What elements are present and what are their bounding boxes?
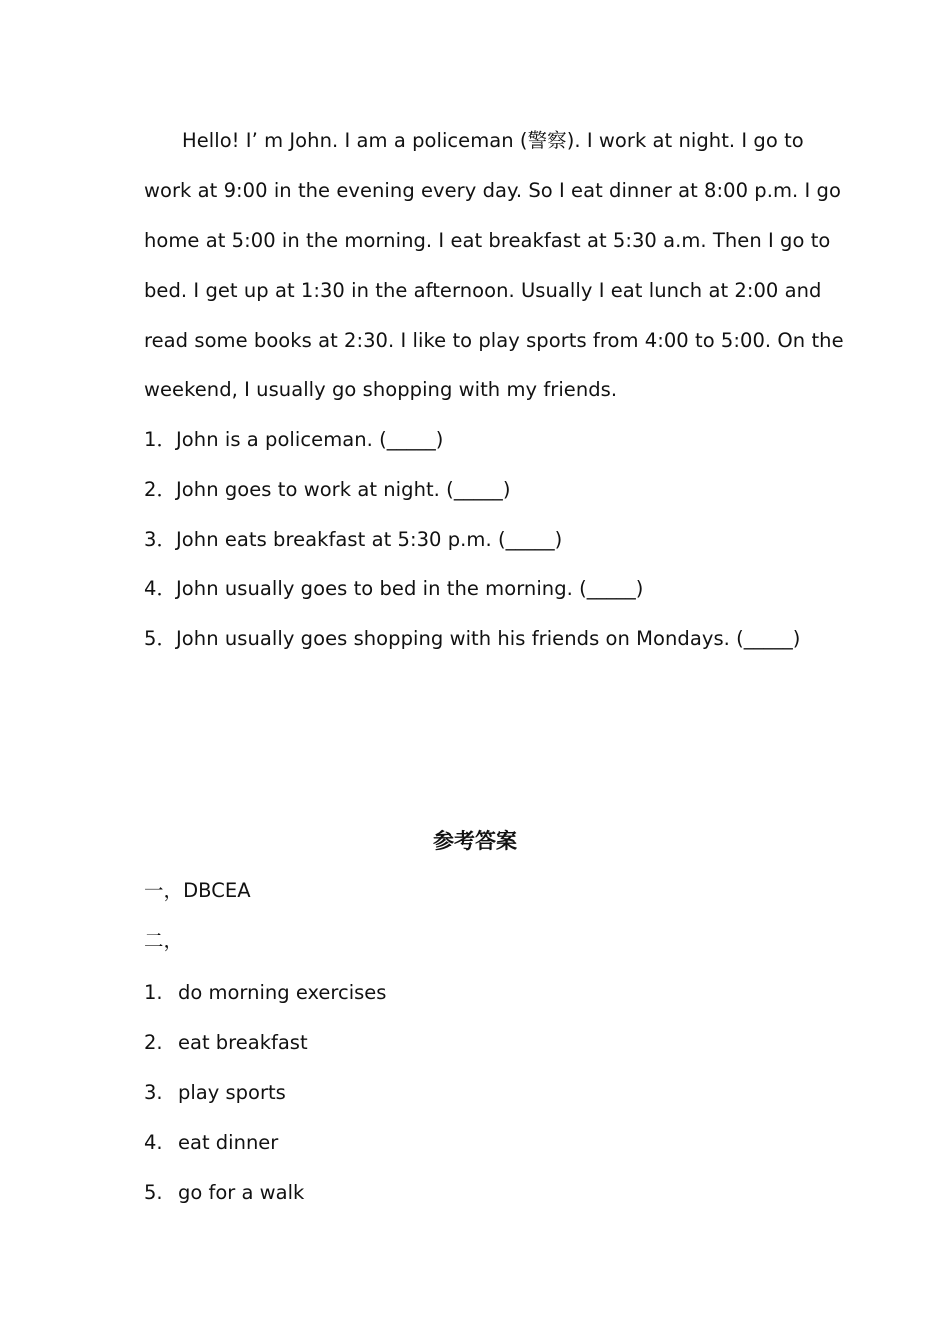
answer-item (144, 1130, 278, 1156)
passage-line-1: Hello! I’ m John. I am a policeman (警察). I work at night. I go to (182, 129, 804, 152)
passage-line-5: read some books at 2:30. I like to play sports from 4:00 to 5:00. On the (144, 329, 844, 352)
passage-line-4: bed. I get up at 1:30 in the afternoon. Usually I eat lunch at 2:00 and (144, 279, 822, 302)
question-3: 3．John eats breakfast at 5:30 p.m. (_____) (144, 528, 563, 551)
answer-item-number: 3. (144, 1081, 163, 1104)
answer-part-1: 一，DBCEA (144, 879, 251, 902)
question-4: 4．John usually goes to bed in the morning. (_____) (144, 577, 644, 600)
answer-item-number: 1. (144, 981, 163, 1004)
answer-item (144, 1180, 304, 1206)
passage-line-6: weekend, I usually go shopping with my friends. (144, 378, 618, 401)
answer-item-number: 4. (144, 1131, 163, 1154)
question-2: 2．John goes to work at night. (_____) (144, 478, 511, 501)
answer-item (144, 1030, 308, 1056)
passage-line-2: work at 9:00 in the evening every day. So I eat dinner at 8:00 p.m. I go (144, 179, 841, 202)
answer-item-text: do morning exercises (178, 981, 387, 1004)
question-5: 5．John usually goes shopping with his friends on Mondays. (_____) (144, 627, 801, 650)
answer-key-title: 参考答案 (433, 829, 517, 853)
answer-item-text: eat dinner (178, 1131, 279, 1154)
answer-item-text: eat breakfast (178, 1031, 308, 1054)
question-1: 1．John is a policeman. (_____) (144, 428, 444, 451)
answer-part-2-label: 二， (144, 929, 184, 952)
answer-item-number: 5. (144, 1181, 163, 1204)
passage-line-3: home at 5:00 in the morning. I eat breakfast at 5:30 a.m. Then I go to (144, 229, 831, 252)
answer-item (144, 1080, 286, 1106)
answer-item (144, 980, 386, 1006)
answer-item-text: go for a walk (178, 1181, 305, 1204)
answer-item-text: play sports (178, 1081, 286, 1104)
answer-item-number: 2. (144, 1031, 163, 1054)
